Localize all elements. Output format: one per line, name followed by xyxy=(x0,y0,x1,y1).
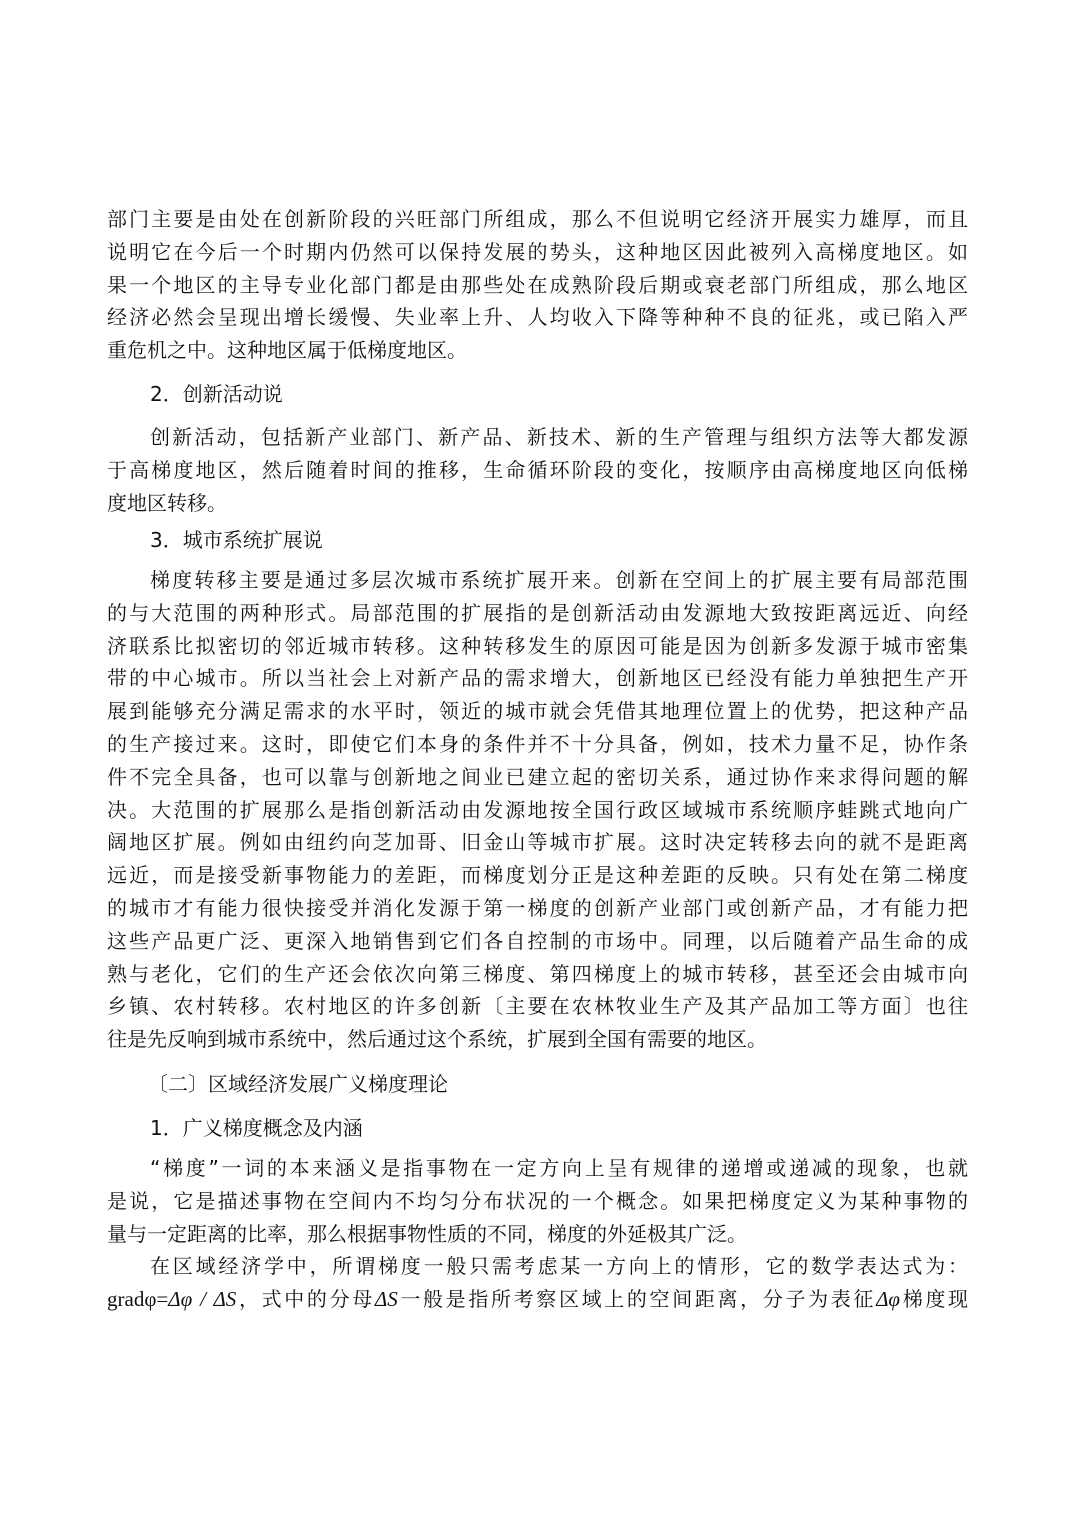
text-line: 的城市才有能力很快接受并消化发源于第一梯度的创新产业部门或创新产品，才有能力把 xyxy=(107,895,968,920)
text-line: 济联系比拟密切的邻近城市转移。这种转移发生的原因可能是因为创新多发源于城市密集 xyxy=(107,633,968,658)
paragraph-2 xyxy=(107,421,968,519)
heading-generalized-gradient: 1．广义梯度概念及内涵 xyxy=(150,1116,363,1140)
section-heading: 〔二〕区域经济发展广义梯度理论 xyxy=(148,1072,448,1096)
text-span: 梯度现 xyxy=(900,1286,969,1311)
text-span: 一般是指所考察区域上的空间距离，分子为表征 xyxy=(397,1286,877,1311)
text-line: 展到能够充分满足需求的水平时，领近的城市就会凭借其地理位置上的优势，把这种产品 xyxy=(107,699,968,724)
text-line: 梯度转移主要是通过多层次城市系统扩展开来。创新在空间上的扩展主要有局部范围 xyxy=(150,568,968,592)
text-line: 远近，而是接受新事物能力的差距，而梯度划分正是这种差距的反映。只有处在第二梯度 xyxy=(107,863,968,888)
formula-delta-s: ΔS xyxy=(374,1286,398,1311)
formula-grad: gradφ= xyxy=(107,1286,169,1311)
text-line: 是说，它是描述事物在空间内不均匀分布状况的一个概念。如果把梯度定义为某种事物的 xyxy=(107,1188,968,1213)
text-line: 度地区转移。 xyxy=(107,490,227,515)
text-line: 带的中心城市。所以当社会上对新产品的需求增大，创新地区已经没有能力单独把生产开 xyxy=(107,666,968,691)
paragraph-1 xyxy=(107,203,968,367)
text-line: 乡镇、农村转移。农村地区的许多创新〔主要在农林牧业生产及其产品加工等方面〕也往 xyxy=(107,994,968,1019)
paragraph-4 xyxy=(107,1152,968,1250)
text-line: “梯度”一词的本来涵义是指事物在一定方向上呈有规律的递增或递减的现象，也就 xyxy=(150,1156,968,1180)
text-line: 量与一定距离的比率，那么根据事物性质的不同，梯度的外延极其广泛。 xyxy=(107,1221,747,1246)
text-span: ，式中的分母 xyxy=(236,1286,375,1311)
text-line: 部门主要是由处在创新阶段的兴旺部门所组成，那么不但说明它经济开展实力雄厚，而且 xyxy=(107,207,968,231)
formula-delta-phi: Δφ xyxy=(876,1286,901,1311)
text-line: 熟与老化，它们的生产还会依次向第三梯度、第四梯度上的城市转移，甚至还会由城市向 xyxy=(107,961,968,986)
text-line: 阔地区扩展。例如由纽约向芝加哥、旧金山等城市扩展。这时决定转移去向的就不是距离 xyxy=(107,830,968,855)
text-line: 的生产接过来。这时，即使它们本身的条件并不十分具备，例如，技术力量不足，协作条 xyxy=(107,731,968,756)
text-line: 果一个地区的主导专业化部门都是由那些处在成熟阶段后期或衰老部门所组成，那么地区 xyxy=(107,272,968,297)
text-line: 件不完全具备，也可以靠与创新地之间业已建立起的密切关系，通过协作来求得问题的解 xyxy=(107,764,968,789)
text-line: 决。大范围的扩展那么是指创新活动由发源地按全国行政区域城市系统顺序蛙跳式地向广 xyxy=(107,797,968,822)
formula-line xyxy=(107,1283,968,1316)
text-line: 在区域经济学中，所谓梯度一般只需考虑某一方向上的情形，它的数学表达式为： xyxy=(150,1254,968,1278)
text-line: 重危机之中。这种地区属于低梯度地区。 xyxy=(107,338,467,363)
text-line: 说明它在今后一个时期内仍然可以保持发展的势头，这种地区因此被列入高梯度地区。如 xyxy=(107,239,968,264)
formula-ratio: Δφ / ΔS xyxy=(168,1286,237,1311)
text-line: 经济必然会呈现出增长缓慢、失业率上升、人均收入下降等种种不良的征兆，或已陷入严 xyxy=(107,305,968,330)
text-line: 这些产品更广泛、更深入地销售到它们各自控制的市场中。同理，以后随着产品生命的成 xyxy=(107,928,968,953)
paragraph-5 xyxy=(107,1250,968,1316)
text-line: 创新活动，包括新产业部门、新产品、新技术、新的生产管理与组织方法等大都发源 xyxy=(150,425,968,449)
paragraph-3 xyxy=(107,564,968,1056)
heading-urban-system-expansion: 3．城市系统扩展说 xyxy=(150,528,323,552)
heading-innovation-activity: 2．创新活动说 xyxy=(150,382,283,406)
text-line: 于高梯度地区，然后随着时间的推移，生命循环阶段的变化，按顺序由高梯度地区向低梯 xyxy=(107,457,968,482)
text-line: 的与大范围的两种形式。局部范围的扩展指的是创新活动由发源地大致按距离远近、向经 xyxy=(107,600,968,625)
text-line: 往是先反响到城市系统中，然后通过这个系统，扩展到全国有需要的地区。 xyxy=(107,1027,767,1052)
